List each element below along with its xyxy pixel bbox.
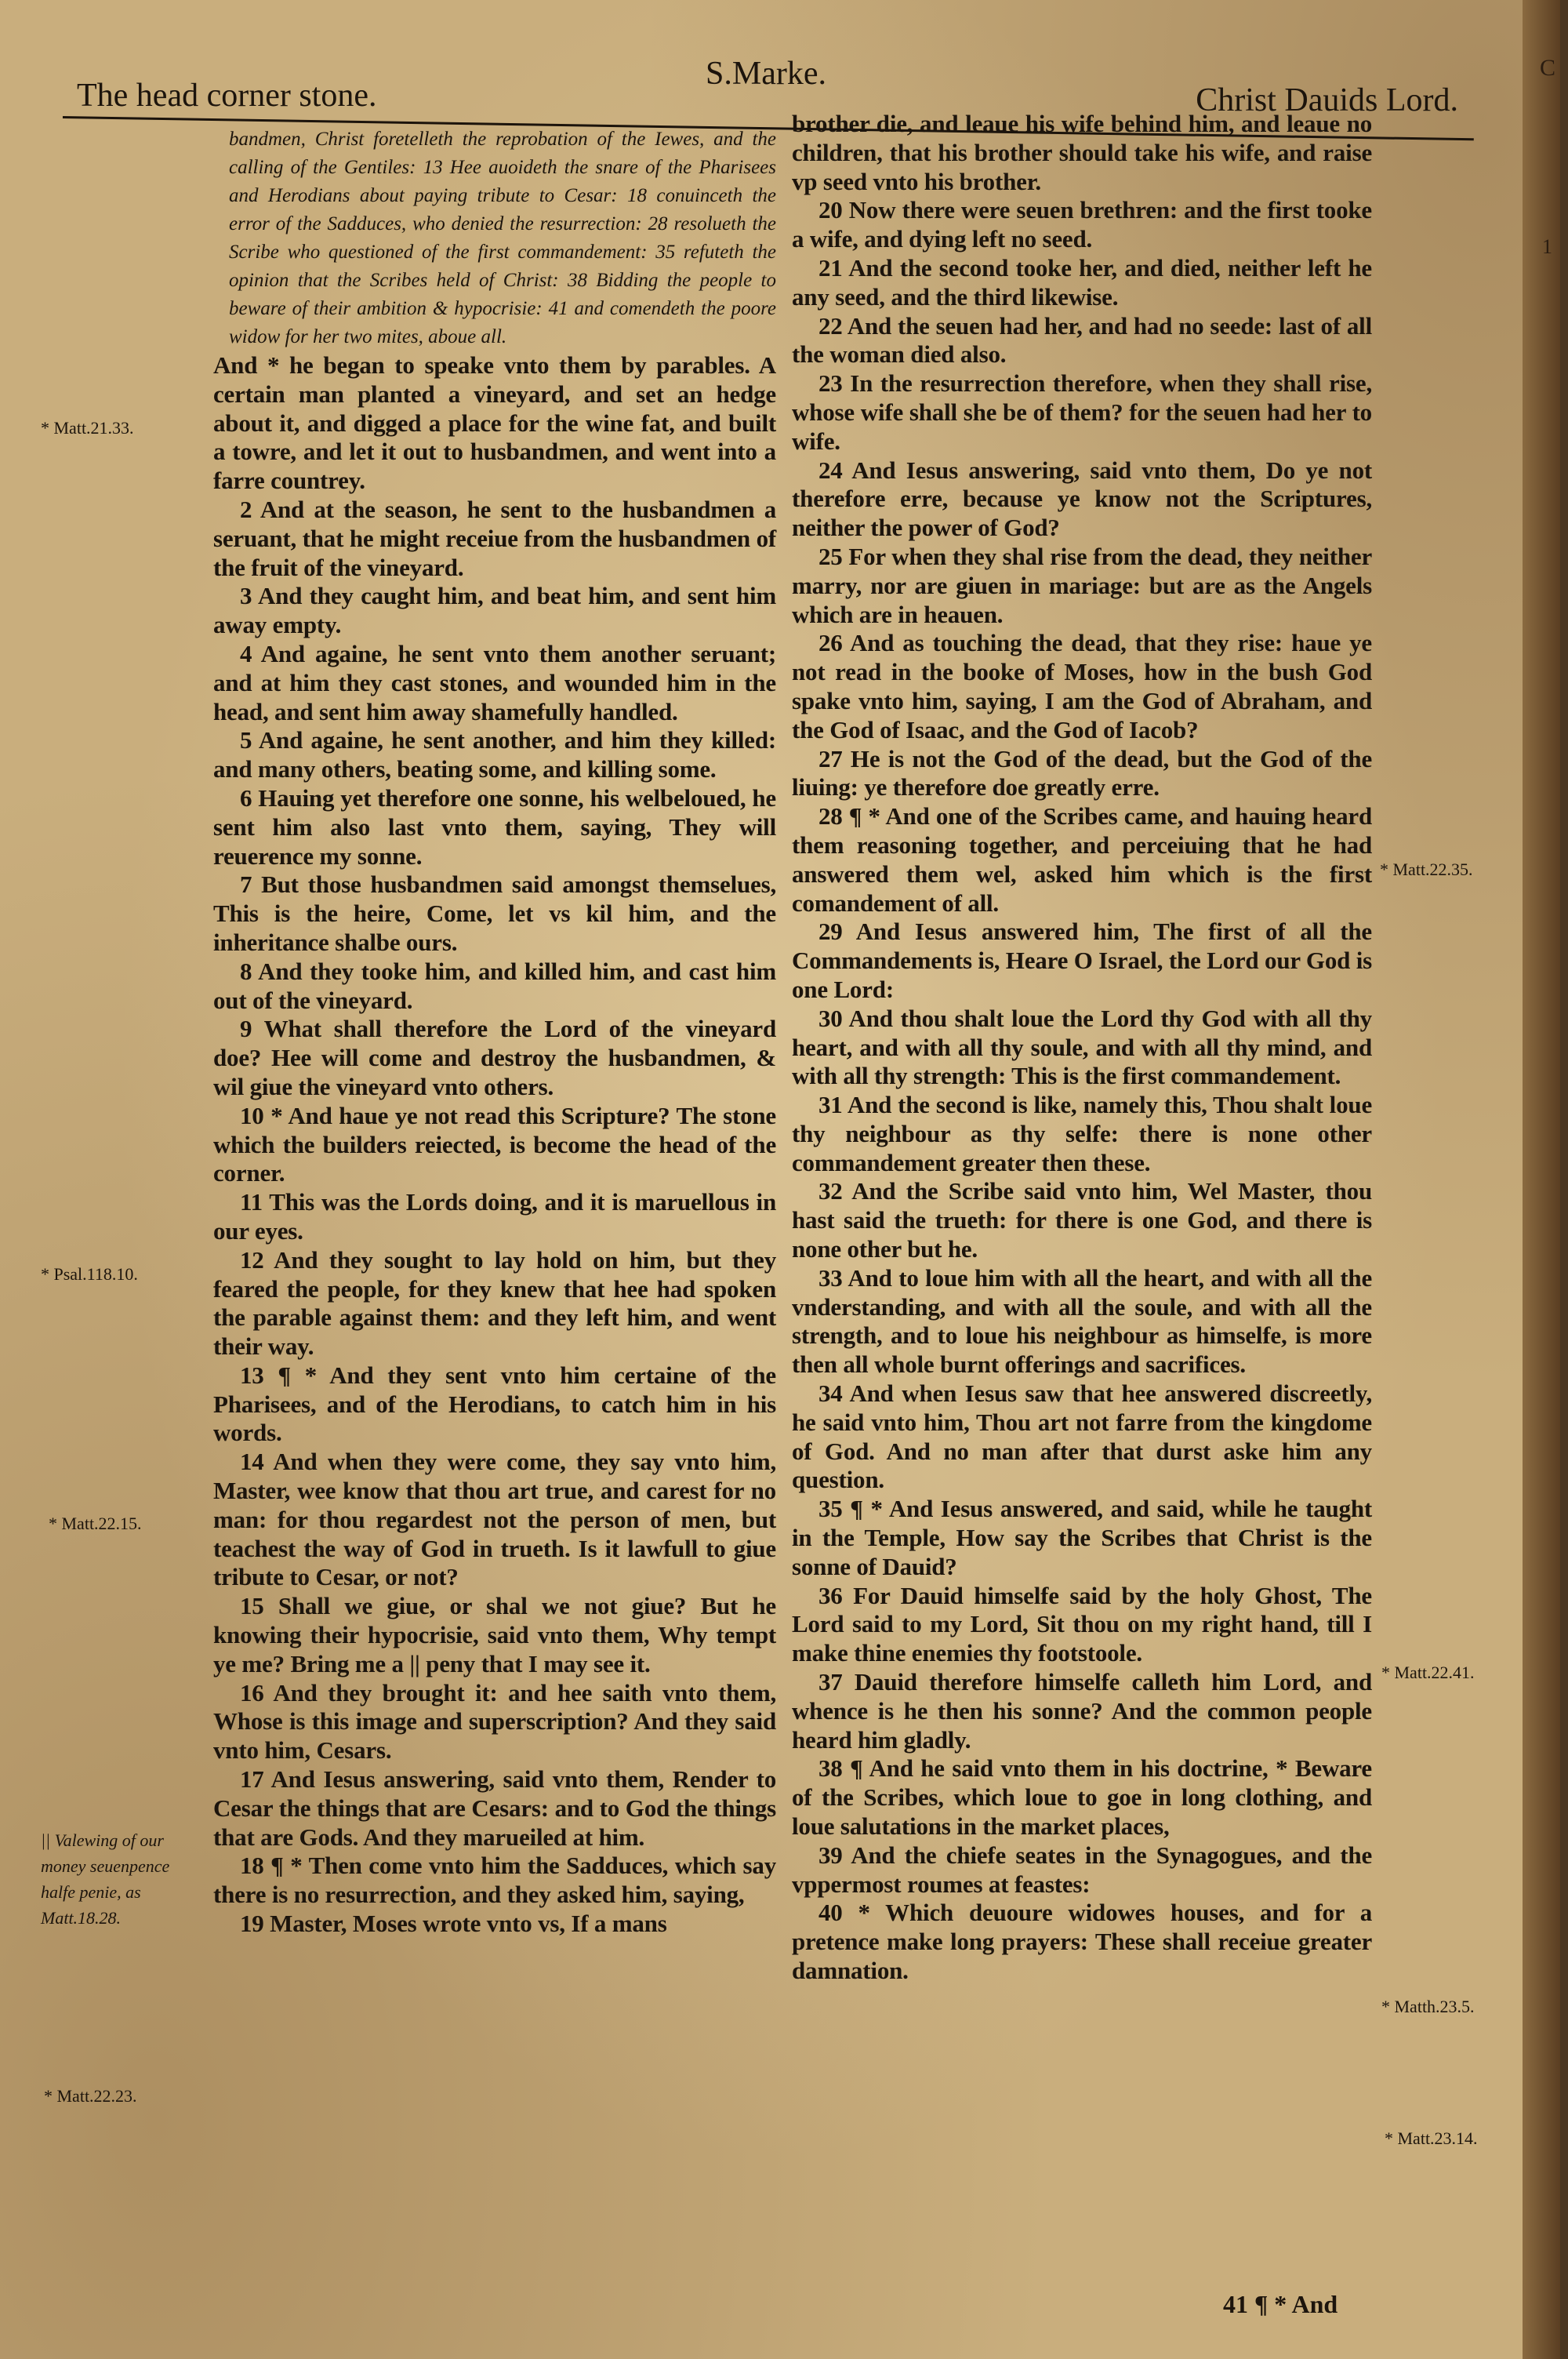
verse: 5 And againe, he sent another, and him they killed: and many others, beating some, and killing some.: [213, 726, 776, 783]
verse: 22 And the seuen had her, and had no seede: last of all the woman died also.: [792, 311, 1372, 369]
verse: 29 And Iesus answered him, The first of all the Commandements is, Heare O Israel, the Lord our God is one Lord:: [792, 918, 1372, 1003]
verse: 28 ¶ * And one of the Scribes came, and hauing heard them reasoning together, and perceiuing that he had answered them wel, asked him which is the first comandement of all.: [792, 802, 1372, 917]
catchword: 41 ¶ * And: [1223, 2290, 1338, 2318]
verse: 6 Hauing yet therefore one sonne, his welbeloued, he sent him also last vnto them, saying, They will reuerence my sonne.: [213, 783, 776, 870]
verse: 13 ¶ * And they sent vnto him certaine of the Pharisees, and of the Herodians, to catch him in his words.: [213, 1361, 776, 1447]
verse: 36 For Dauid himselfe said by the holy Ghost, The Lord said to my Lord, Sit thou on my right hand, till I make thine enemies thy footstoole.: [792, 1581, 1372, 1667]
verse: 20 Now there were seuen brethren: and the first tooke a wife, and dying left no seed.: [792, 196, 1372, 253]
verse: 2 And at the season, he sent to the husbandmen a seruant, that he might receiue from the husbandmen of the fruit of the vineyard.: [213, 495, 776, 581]
page-edge: [1523, 0, 1560, 2359]
verse: 19 Master, Moses wrote vnto vs, If a mans: [240, 1910, 667, 1938]
verse: 30 And thou shalt loue the Lord thy God with all thy heart, and with all thy soule, and with all thy mind, and with all thy strength: This is the first commandement.: [792, 1004, 1372, 1090]
verse: 25 For when they shal rise from the dead, they neither marry, nor are giuen in mariage: but are as the Angels which are in heauen.: [792, 542, 1372, 628]
left-column: [213, 125, 776, 1939]
chapter-summary: bandmen, Christ foretelleth the reprobation of the Iewes, and the calling of the Gentiles: 13 Hee auoideth the snare of the Pharisees and Herodians about paying tribute to Cesar: 18 conuinceth the error of the Sadduces, who denied the resurrection: 28 resolueth the Scribe who questioned of the first commandement: 35 refuteth the opinion that the Scribes held of Christ: 38 Bidding the people to beware of their ambition & hypocrisie: 41 and comendeth the poore widow for her two mites, aboue all.: [229, 129, 776, 347]
header-book-name: S.Marke.: [706, 56, 826, 92]
verse: 34 And when Iesus saw that hee answered discreetly, he said vnto him, Thou art not farre from the kingdome of God. And no man after that durst aske him any question.: [792, 1379, 1372, 1494]
margin-note: * Matt.22.15.: [49, 1514, 142, 1533]
verse: 35 ¶ * And Iesus answered, and said, while he taught in the Temple, How say the Scribes that Christ is the sonne of Dauid?: [792, 1495, 1372, 1580]
edge-fragment-glyph: C: [1539, 55, 1555, 81]
verse: 40 * Which deuoure widowes houses, and for a pretence make long prayers: These shall receiue greater damnation.: [792, 1899, 1372, 1984]
verse: 3 And they caught him, and beat him, and sent him away empty.: [213, 582, 776, 639]
margin-note: * Matt.22.35.: [1380, 860, 1473, 879]
running-header: [63, 47, 1466, 118]
verse: 9 What shall therefore the Lord of the vineyard doe? Hee will come and destroy the husbandmen, & wil giue the vineyard vnto others.: [213, 1015, 776, 1100]
verse: brother die, and leaue his wife behind him, and leaue no children, that his brother should take his wife, and raise vp seed vnto his brother.: [792, 110, 1372, 195]
header-right-title: Christ Dauids Lord.: [1196, 82, 1458, 118]
margin-note: * Matt.23.14.: [1385, 2128, 1478, 2148]
verse: 8 And they tooke him, and killed him, and cast him out of the vineyard.: [213, 957, 776, 1014]
margin-note: || Valewing of our money seuenpence halfe penie, as Matt.18.28.: [41, 1830, 170, 1928]
verse: 18 ¶ * Then come vnto him the Sadduces, which say there is no resurrection, and they asked him, saying,: [213, 1852, 776, 1909]
verse: 33 And to loue him with all the heart, and with all the vnderstanding, and with all the soule, and with all the strength, and to loue his neighbour as himselfe, is more then all whole burnt offerings and sacrifices.: [792, 1263, 1372, 1379]
verse: 17 And Iesus answering, said vnto them, Render to Cesar the things that are Cesars: and to God the things that are Gods. And they marueiled at him.: [213, 1765, 776, 1851]
verse: 23 In the resurrection therefore, when they shall rise, whose wife shall she be of them? for the seuen had her to wife.: [792, 369, 1372, 455]
verse: 10 * And haue ye not read this Scripture? The stone which the builders reiected, is become the head of the corner.: [213, 1101, 776, 1187]
verse: 15 Shall we giue, or shal we not giue? But he knowing their hypocrisie, said vnto them, Why tempt ye me? Bring me a || peny that I may see it.: [213, 1592, 776, 1677]
verse: 27 He is not the God of the dead, but the God of the liuing: ye therefore doe greatly erre.: [792, 744, 1372, 801]
verse: 39 And the chiefe seates in the Synagogues, and the vppermost roumes at feastes:: [792, 1841, 1372, 1898]
margin-note: * Matt.21.33.: [41, 418, 134, 438]
verse: 31 And the second is like, namely this, Thou shalt loue thy neighbour as thy selfe: there is none other commandement greater then these.: [792, 1091, 1372, 1176]
verse: 4 And againe, he sent vnto them another seruant; and at him they cast stones, and wounded him in the head, and sent him away shamefully handled.: [213, 639, 776, 725]
verse: 26 And as touching the dead, that they rise: haue ye not read in the booke of Moses, how in the bush God spake vnto him, saying, I am the God of Abraham, and the God of Isaac, and the God of Iacob?: [792, 629, 1372, 743]
verse: 12 And they sought to lay hold on him, but they feared the people, for they knew that hee had spoken the parable against them: and they left him, and went their way.: [213, 1245, 776, 1361]
edge-fragment-glyph: 1: [1542, 235, 1552, 258]
verse: 7 But those husbandmen said amongst themselues, This is the heire, Come, let vs kil him, and the inheritance shalbe ours.: [213, 871, 776, 956]
verse: 24 And Iesus answering, said vnto them, Do ye not therefore erre, because ye know not the Scriptures, neither the power of God?: [792, 456, 1372, 542]
verse: 14 And when they were come, they say vnto him, Master, wee know that thou art true, and carest for no man: for thou regardest not the person of men, but teachest the way of God in trueth. Is it lawfull to giue tribute to Cesar, or not?: [213, 1448, 776, 1591]
verse: 32 And the Scribe said vnto him, Wel Master, thou hast said the trueth: for there is one God, and there is none other but he.: [792, 1177, 1372, 1263]
left-verse-list: [213, 351, 776, 1939]
verse: 21 And the second tooke her, and died, neither left he any seed, and the third likewise.: [792, 253, 1372, 311]
margin-note: * Matt.22.23.: [44, 2086, 137, 2106]
right-verse-list: [792, 110, 1372, 1986]
verse: And * he began to speake vnto them by parables. A certain man planted a vineyard, and set an hedge about it, and digged a place for the wine fat, and built a towre, and let it out to husbandmen, and went into a farre countrey.: [213, 351, 776, 495]
verse: 11 This was the Lords doing, and it is maruellous in our eyes.: [213, 1188, 776, 1245]
verse: 37 Dauid therefore himselfe calleth him Lord, and whence is he then his sonne? And the common people heard him gladly.: [792, 1668, 1372, 1754]
margin-note: * Matth.23.5.: [1381, 1997, 1475, 2016]
right-column: [792, 110, 1372, 1986]
margin-note: * Psal.118.10.: [41, 1264, 138, 1284]
verse: 16 And they brought it: and hee saith vnto them, Whose is this image and superscription? And they said vnto him, Cesars.: [213, 1678, 776, 1765]
header-left-title: The head corner stone.: [77, 78, 377, 114]
verse: 38 ¶ And he said vnto them in his doctrine, * Beware of the Scribes, which loue to goe in long clothing, and loue salutations in the market places,: [792, 1754, 1372, 1841]
margin-note: * Matt.22.41.: [1381, 1663, 1475, 1682]
